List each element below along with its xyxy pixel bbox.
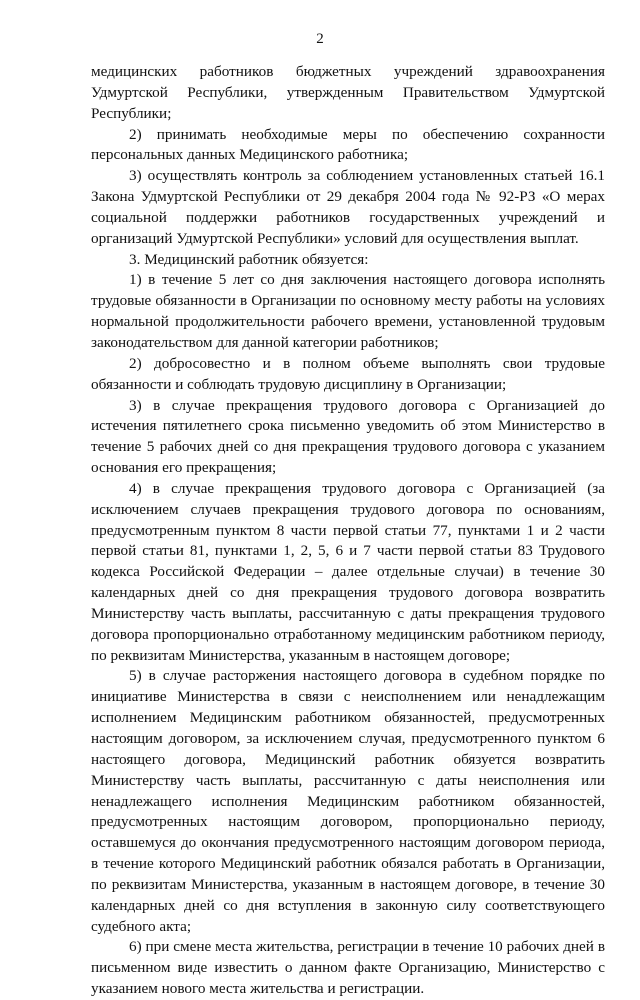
section-heading: 3. Медицинский работник обязуется: xyxy=(129,250,369,268)
paragraph: 3) осуществлять контроль за соблюдением установленных статьей 16.1 Закона Удмуртской Республики от 29 декабря 2004 года № 92-РЗ «О мерах социальной поддержки работников государственных учреждений и организаций Удмуртской Республики» условий для осуществления выплат. xyxy=(91,167,605,247)
paragraph: 2) добросовестно и в полном объеме выполнять свои трудовые обязанности и соблюдать трудовую дисциплину в Организации; xyxy=(91,354,605,393)
paragraph: 2) принимать необходимые меры по обеспечению сохранности персональных данных Медицинского работника; xyxy=(91,125,605,164)
paragraph: 5) в случае расторжения настоящего договора в судебном порядке по инициативе Министерства в связи с неисполнением или ненадлежащим исполнением Медицинским работником обязанностей, предусмотренных настоящим договором, за исключением случая, предусмотренного пунктом 6 настоящего договора, Медицинский работник обязуется возвратить Министерству часть выплаты, рассчитанную с даты неисполнения или ненадлежащего исполнения Медицинским работником обязанностей, предусмотренных настоящим договором, пропорционально периоду, оставшемуся до окончания предусмотренного настоящим договором периода, в течение которого Медицинский работник обязался работать в Организации, по реквизитам Министерства, указанным в настоящем договоре, в течение 30 календарных дней со дня вступления в законную силу соответствующего судебного акта; xyxy=(91,667,605,935)
paragraph: 3) в случае прекращения трудового договора с Организацией до истечения пятилетнего срока письменно уведомить об этом Министерство в течение 5 рабочих дней со дня прекращения трудового договора с указанием основания его прекращения; xyxy=(91,396,605,477)
paragraph: 6) при смене места жительства, регистрации в течение 10 рабочих дней в письменном виде известить о данном факте Организацию, Министерство с указанием нового места жительства и регистрации. xyxy=(91,938,605,998)
paragraph: 1) в течение 5 лет со дня заключения настоящего договора исполнять трудовые обязанности в Организации по основному месту работы на условиях нормальной продолжительности рабочего времени, установленной трудовым законодательством для данной категории работников; xyxy=(91,271,605,351)
page-number: 2 xyxy=(316,31,324,47)
document-body xyxy=(91,62,605,1000)
paragraph: медицинских работников бюджетных учреждений здравоохранения Удмуртской Республики, утвержденным Правительством Удмуртской Республики; xyxy=(91,63,605,122)
paragraph: 4) в случае прекращения трудового договора с Организацией (за исключением случаев прекращения трудового договора по основаниям, предусмотренным пунктом 8 части первой статьи 77, пунктами 1 и 2 части первой статьи 81, пунктами 1, 2, 5, 6 и 7 части первой статьи 83 Трудового кодекса Российской Федерации – далее отдельные случаи) в течение 30 календарных дней со дня прекращения трудового договора возвратить Министерству часть выплаты, рассчитанную с даты прекращения трудового договора пропорционально отработанному медицинским работником периоду, по реквизитам Министерства, указанным в настоящем договоре; xyxy=(91,479,605,664)
